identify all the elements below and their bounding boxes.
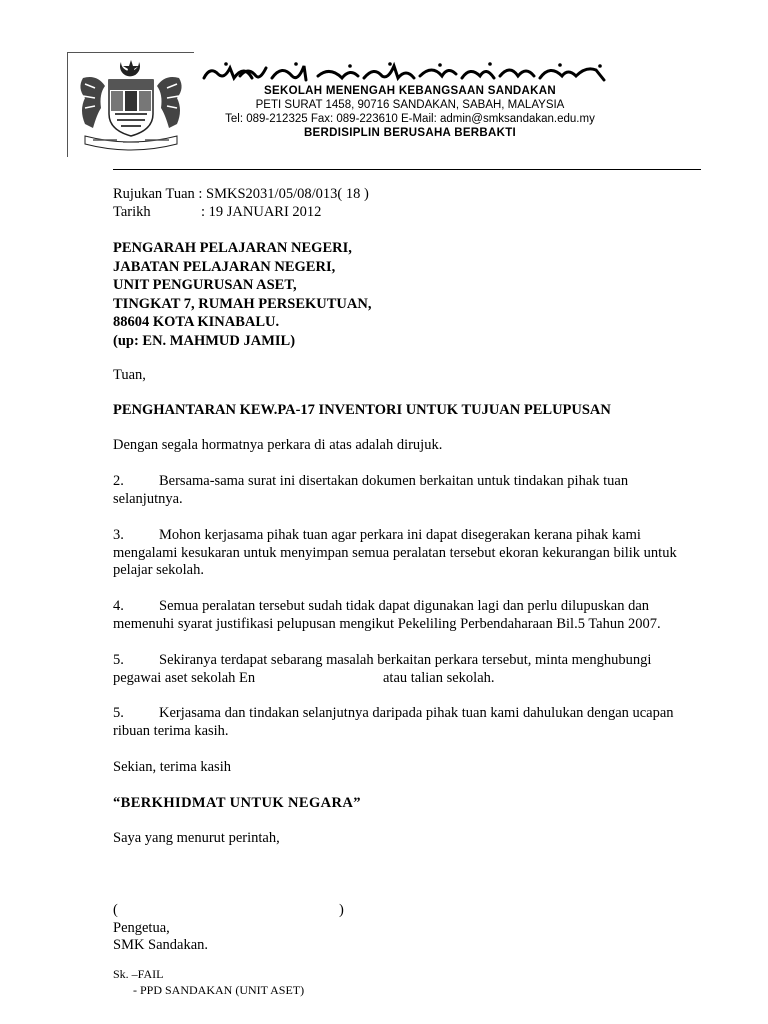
cc-label: Sk. –FAIL: [113, 967, 164, 981]
date-value: : 19 JANUARI 2012: [201, 203, 322, 220]
recipient-line: JABATAN PELAJARAN NEGERI,: [113, 258, 336, 275]
recipient-line: (up: EN. MAHMUD JAMIL): [113, 332, 296, 349]
paragraph-number: 2.: [113, 473, 124, 489]
letterhead-divider: [113, 169, 701, 170]
recipient-line: PENGARAH PELAJARAN NEGERI,: [113, 240, 352, 256]
subject-line: PENGHANTARAN KEW.PA-17 INVENTORI UNTUK TUJUAN PELUPUSAN: [113, 402, 611, 418]
date-label: Tarikh: [113, 203, 151, 220]
cc-item: - PPD SANDAKAN (UNIT ASET): [133, 983, 305, 997]
coat-of-arms-logo: [67, 52, 194, 157]
closing-slogan: “BERKHIDMAT UNTUK NEGARA”: [113, 795, 361, 811]
signature-open-paren: (: [113, 902, 118, 918]
signatory-org: SMK Sandakan.: [113, 937, 209, 953]
crest-emblem-icon: [71, 56, 191, 154]
recipient-line: 88604 KOTA KINABALU.: [113, 314, 280, 330]
letterhead: [200, 84, 620, 140]
reference-block: [113, 186, 713, 221]
opening-sentence: Dengan segala hormatnya perkara di atas adalah dirujuk.: [113, 437, 443, 453]
paragraph-5a: 5. Sekiranya terdapat sebarang masalah berkaitan perkara tersebut, minta menghubungi pegawai aset sekolah En atau talian sekolah.: [113, 652, 652, 686]
school-name: SEKOLAH MENENGAH KEBANGSAAN SANDAKAN: [264, 85, 556, 97]
paragraph-2: 2. Bersama-sama surat ini disertakan dokumen berkaitan untuk tindakan pihak tuan selanjutnya.: [113, 473, 629, 507]
jawi-school-name-logo: [200, 58, 620, 86]
cc-block: [113, 966, 713, 998]
paragraph-number: 5.: [113, 705, 124, 721]
paragraph-5b: 5. Kerjasama dan tindakan selanjutnya daripada pihak tuan kami dahulukan dengan ucapan ribuan terima kasih.: [113, 705, 674, 739]
school-address: PETI SURAT 1458, 90716 SANDAKAN, SABAH, MALAYSIA: [255, 99, 565, 111]
school-contact: Tel: 089-212325 Fax: 089-223610 E-Mail: admin@smksandakan.edu.my: [225, 113, 595, 125]
paragraph-number: 4.: [113, 598, 124, 614]
signature-block: [113, 902, 713, 955]
signature-close-paren: ): [339, 902, 344, 918]
reference-number: Rujukan Tuan : SMKS2031/05/08/013( 18 ): [113, 186, 369, 202]
recipient-line: UNIT PENGURUSAN ASET,: [113, 277, 297, 293]
signatory-title: Pengetua,: [113, 919, 170, 936]
date-line: [113, 204, 713, 222]
closing-thanks: Sekian, terima kasih: [113, 759, 231, 775]
paragraph-4: 4. Semua peralatan tersebut sudah tidak dapat digunakan lagi dan perlu dilupuskan dan memenuhi syarat justifikasi pelupusan mengikut Pekeliling Perbendaharaan Bil.5 Tahun 2007.: [113, 598, 661, 632]
salutation: Tuan,: [113, 367, 146, 383]
school-motto: BERDISIPLIN BERUSAHA BERBAKTI: [303, 127, 517, 139]
paragraph-number: 5.: [113, 652, 124, 668]
recipient-address: [113, 239, 713, 350]
sign-intro: Saya yang menurut perintah,: [113, 830, 280, 846]
paragraph-number: 3.: [113, 527, 124, 543]
recipient-line: TINGKAT 7, RUMAH PERSEKUTUAN,: [113, 295, 372, 312]
paragraph-3: 3. Mohon kerjasama pihak tuan agar perkara ini dapat disegerakan kerana pihak kami mengalami kesukaran untuk menyimpan semua peralatan tersebut ekoran kekurangan bilik untuk pelajar sekolah.: [113, 527, 677, 578]
